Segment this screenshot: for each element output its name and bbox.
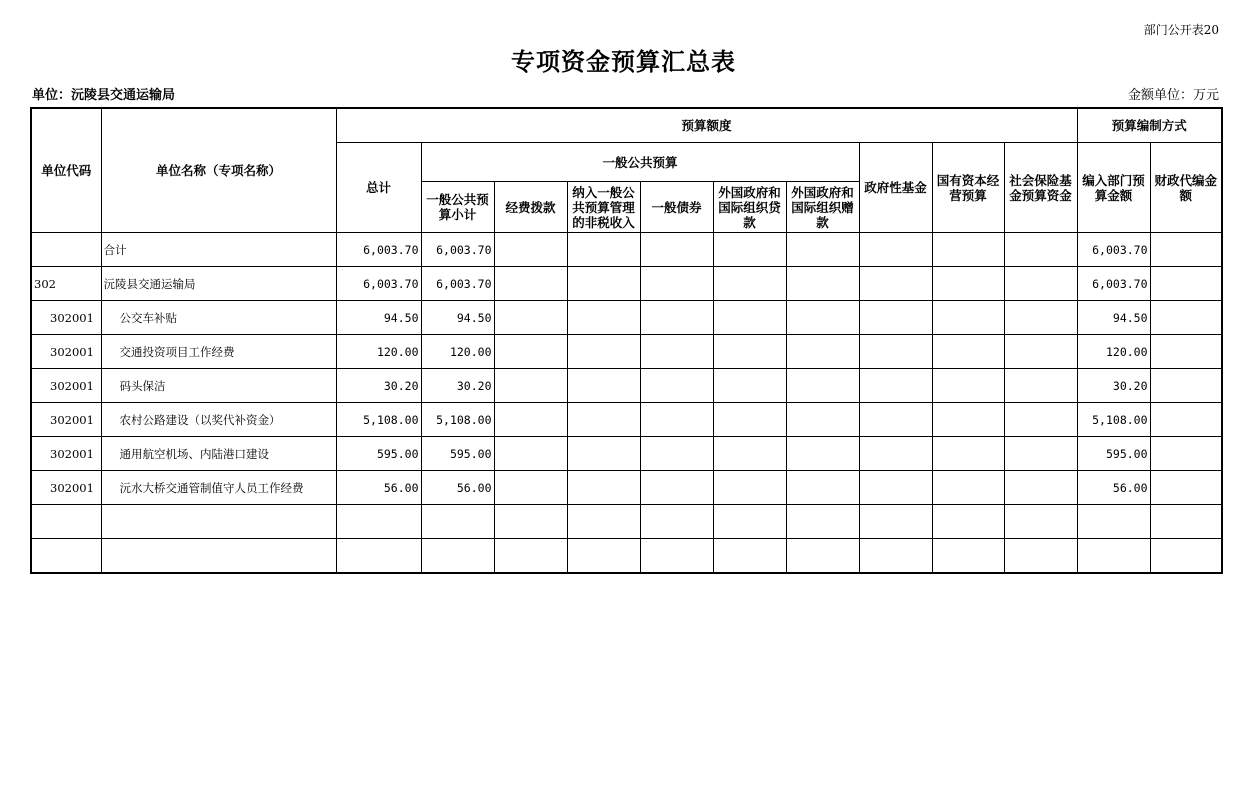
- cell-total: 94.50: [336, 301, 421, 335]
- cell-dept-budget: 120.00: [1077, 335, 1150, 369]
- cell-foreign-loans: [713, 301, 786, 335]
- cell-nontax: [567, 267, 640, 301]
- cell-total: 56.00: [336, 471, 421, 505]
- cell-state-capital: [932, 267, 1004, 301]
- cell-funding: [494, 505, 567, 539]
- cell-total: 30.20: [336, 369, 421, 403]
- cell-foreign-grants: [786, 369, 859, 403]
- cell-gov-fund: [859, 335, 932, 369]
- cell-gp-subtotal: 6,003.70: [421, 267, 494, 301]
- cell-nontax: [567, 505, 640, 539]
- cell-social-security: [1004, 267, 1077, 301]
- cell-social-security: [1004, 403, 1077, 437]
- cell-bonds: [640, 233, 713, 267]
- cell-name: 公交车补贴: [101, 301, 336, 335]
- cell-code: 302001: [31, 403, 101, 437]
- cell-fiscal-agency: [1150, 369, 1222, 403]
- cell-nontax: [567, 335, 640, 369]
- cell-nontax: [567, 403, 640, 437]
- cell-dept-budget: 94.50: [1077, 301, 1150, 335]
- cell-gov-fund: [859, 505, 932, 539]
- cell-social-security: [1004, 471, 1077, 505]
- cell-total: 595.00: [336, 437, 421, 471]
- cell-gp-subtotal: [421, 505, 494, 539]
- cell-gp-subtotal: [421, 539, 494, 574]
- cell-state-capital: [932, 335, 1004, 369]
- cell-nontax: [567, 369, 640, 403]
- cell-social-security: [1004, 233, 1077, 267]
- cell-foreign-grants: [786, 505, 859, 539]
- cell-fiscal-agency: [1150, 335, 1222, 369]
- cell-state-capital: [932, 437, 1004, 471]
- cell-gov-fund: [859, 437, 932, 471]
- table-row: [31, 539, 1222, 574]
- col-header-foreign-grants: 外国政府和国际组织赠款: [786, 182, 859, 233]
- table-header: [31, 108, 1222, 233]
- cell-funding: [494, 403, 567, 437]
- cell-code: 302001: [31, 335, 101, 369]
- cell-gp-subtotal: 56.00: [421, 471, 494, 505]
- cell-name: [101, 505, 336, 539]
- col-header-dept-budget: 编入部门预算金额: [1077, 143, 1150, 233]
- cell-fiscal-agency: [1150, 403, 1222, 437]
- cell-state-capital: [932, 471, 1004, 505]
- cell-social-security: [1004, 369, 1077, 403]
- col-header-foreign-loans: 外国政府和国际组织贷款: [713, 182, 786, 233]
- cell-bonds: [640, 301, 713, 335]
- cell-foreign-grants: [786, 403, 859, 437]
- table-row: [31, 403, 1222, 437]
- cell-bonds: [640, 267, 713, 301]
- cell-funding: [494, 539, 567, 574]
- cell-foreign-loans: [713, 267, 786, 301]
- cell-foreign-loans: [713, 539, 786, 574]
- cell-total: 120.00: [336, 335, 421, 369]
- cell-foreign-loans: [713, 505, 786, 539]
- cell-name: 码头保洁: [101, 369, 336, 403]
- cell-dept-budget: 6,003.70: [1077, 267, 1150, 301]
- cell-gov-fund: [859, 539, 932, 574]
- cell-dept-budget: 6,003.70: [1077, 233, 1150, 267]
- page-title: 专项资金预算汇总表: [511, 47, 736, 76]
- cell-gp-subtotal: 6,003.70: [421, 233, 494, 267]
- cell-fiscal-agency: [1150, 539, 1222, 574]
- cell-gp-subtotal: 120.00: [421, 335, 494, 369]
- col-header-social-security: 社会保险基金预算资金: [1004, 143, 1077, 233]
- table-row: [31, 335, 1222, 369]
- cell-funding: [494, 369, 567, 403]
- col-header-name: 单位名称（专项名称）: [101, 108, 336, 233]
- cell-fiscal-agency: [1150, 437, 1222, 471]
- cell-social-security: [1004, 539, 1077, 574]
- col-header-gov-fund: 政府性基金: [859, 143, 932, 233]
- cell-fiscal-agency: [1150, 301, 1222, 335]
- cell-nontax: [567, 301, 640, 335]
- cell-code: [31, 539, 101, 574]
- col-header-total: 总计: [336, 143, 421, 233]
- cell-funding: [494, 335, 567, 369]
- cell-social-security: [1004, 505, 1077, 539]
- cell-foreign-grants: [786, 539, 859, 574]
- table-row: [31, 233, 1222, 267]
- cell-name: 沅陵县交通运输局: [101, 267, 336, 301]
- cell-code: [31, 233, 101, 267]
- cell-bonds: [640, 539, 713, 574]
- cell-fiscal-agency: [1150, 471, 1222, 505]
- cell-gov-fund: [859, 233, 932, 267]
- cell-dept-budget: [1077, 539, 1150, 574]
- cell-code: 302001: [31, 471, 101, 505]
- cell-social-security: [1004, 335, 1077, 369]
- cell-code: 302001: [31, 437, 101, 471]
- cell-funding: [494, 437, 567, 471]
- cell-funding: [494, 301, 567, 335]
- cell-state-capital: [932, 539, 1004, 574]
- cell-foreign-loans: [713, 233, 786, 267]
- cell-foreign-grants: [786, 233, 859, 267]
- cell-name: 合计: [101, 233, 336, 267]
- table-row: [31, 301, 1222, 335]
- cell-gp-subtotal: 5,108.00: [421, 403, 494, 437]
- cell-dept-budget: 595.00: [1077, 437, 1150, 471]
- cell-total: 6,003.70: [336, 233, 421, 267]
- cell-dept-budget: [1077, 505, 1150, 539]
- cell-social-security: [1004, 301, 1077, 335]
- cell-gov-fund: [859, 471, 932, 505]
- col-header-nontax: 纳入一般公共预算管理的非税收入: [567, 182, 640, 233]
- cell-nontax: [567, 233, 640, 267]
- cell-code: 302: [31, 267, 101, 301]
- cell-state-capital: [932, 369, 1004, 403]
- cell-foreign-grants: [786, 471, 859, 505]
- cell-gov-fund: [859, 403, 932, 437]
- cell-social-security: [1004, 437, 1077, 471]
- cell-gp-subtotal: 94.50: [421, 301, 494, 335]
- table-row: [31, 437, 1222, 471]
- cell-name: [101, 539, 336, 574]
- table-body: [31, 233, 1222, 574]
- cell-bonds: [640, 403, 713, 437]
- cell-total: 5,108.00: [336, 403, 421, 437]
- cell-foreign-grants: [786, 437, 859, 471]
- cell-fiscal-agency: [1150, 505, 1222, 539]
- col-header-code: 单位代码: [31, 108, 101, 233]
- cell-funding: [494, 267, 567, 301]
- cell-total: [336, 505, 421, 539]
- cell-bonds: [640, 437, 713, 471]
- cell-name: 农村公路建设（以奖代补资金）: [101, 403, 336, 437]
- cell-foreign-grants: [786, 301, 859, 335]
- cell-bonds: [640, 369, 713, 403]
- budget-table: [30, 107, 1223, 574]
- cell-total: [336, 539, 421, 574]
- col-header-fiscal-agency: 财政代编金额: [1150, 143, 1222, 233]
- cell-foreign-grants: [786, 267, 859, 301]
- col-header-state-capital: 国有资本经营预算: [932, 143, 1004, 233]
- cell-bonds: [640, 471, 713, 505]
- col-header-budget-method: 预算编制方式: [1077, 108, 1222, 143]
- cell-code: 302001: [31, 301, 101, 335]
- cell-name: 通用航空机场、内陆港口建设: [101, 437, 336, 471]
- cell-gp-subtotal: 30.20: [421, 369, 494, 403]
- cell-name: 沅水大桥交通管制值守人员工作经费: [101, 471, 336, 505]
- cell-fiscal-agency: [1150, 267, 1222, 301]
- cell-nontax: [567, 539, 640, 574]
- cell-code: [31, 505, 101, 539]
- cell-state-capital: [932, 403, 1004, 437]
- cell-foreign-loans: [713, 471, 786, 505]
- cell-state-capital: [932, 301, 1004, 335]
- cell-funding: [494, 233, 567, 267]
- cell-foreign-loans: [713, 437, 786, 471]
- cell-gov-fund: [859, 301, 932, 335]
- cell-foreign-loans: [713, 403, 786, 437]
- col-header-funding: 经费拨款: [494, 182, 567, 233]
- cell-foreign-loans: [713, 369, 786, 403]
- table-row: [31, 505, 1222, 539]
- table-row: [31, 369, 1222, 403]
- table-row: [31, 471, 1222, 505]
- cell-nontax: [567, 437, 640, 471]
- table-row: [31, 267, 1222, 301]
- form-number: 部门公开表20: [1143, 23, 1219, 37]
- cell-nontax: [567, 471, 640, 505]
- cell-funding: [494, 471, 567, 505]
- cell-gp-subtotal: 595.00: [421, 437, 494, 471]
- cell-dept-budget: 5,108.00: [1077, 403, 1150, 437]
- cell-gov-fund: [859, 369, 932, 403]
- col-header-general-public: 一般公共预算: [421, 143, 859, 182]
- cell-foreign-loans: [713, 335, 786, 369]
- cell-state-capital: [932, 233, 1004, 267]
- cell-dept-budget: 30.20: [1077, 369, 1150, 403]
- cell-gov-fund: [859, 267, 932, 301]
- amount-unit-label: 金额单位：万元: [1127, 88, 1219, 103]
- cell-code: 302001: [31, 369, 101, 403]
- cell-dept-budget: 56.00: [1077, 471, 1150, 505]
- cell-foreign-grants: [786, 335, 859, 369]
- unit-label: 单位：沅陵县交通运输局: [32, 88, 176, 103]
- cell-fiscal-agency: [1150, 233, 1222, 267]
- col-header-budget-amount: 预算额度: [336, 108, 1077, 143]
- col-header-bonds: 一般债券: [640, 182, 713, 233]
- cell-bonds: [640, 335, 713, 369]
- cell-total: 6,003.70: [336, 267, 421, 301]
- col-header-gp-subtotal: 一般公共预算小计: [421, 182, 494, 233]
- cell-bonds: [640, 505, 713, 539]
- cell-state-capital: [932, 505, 1004, 539]
- cell-name: 交通投资项目工作经费: [101, 335, 336, 369]
